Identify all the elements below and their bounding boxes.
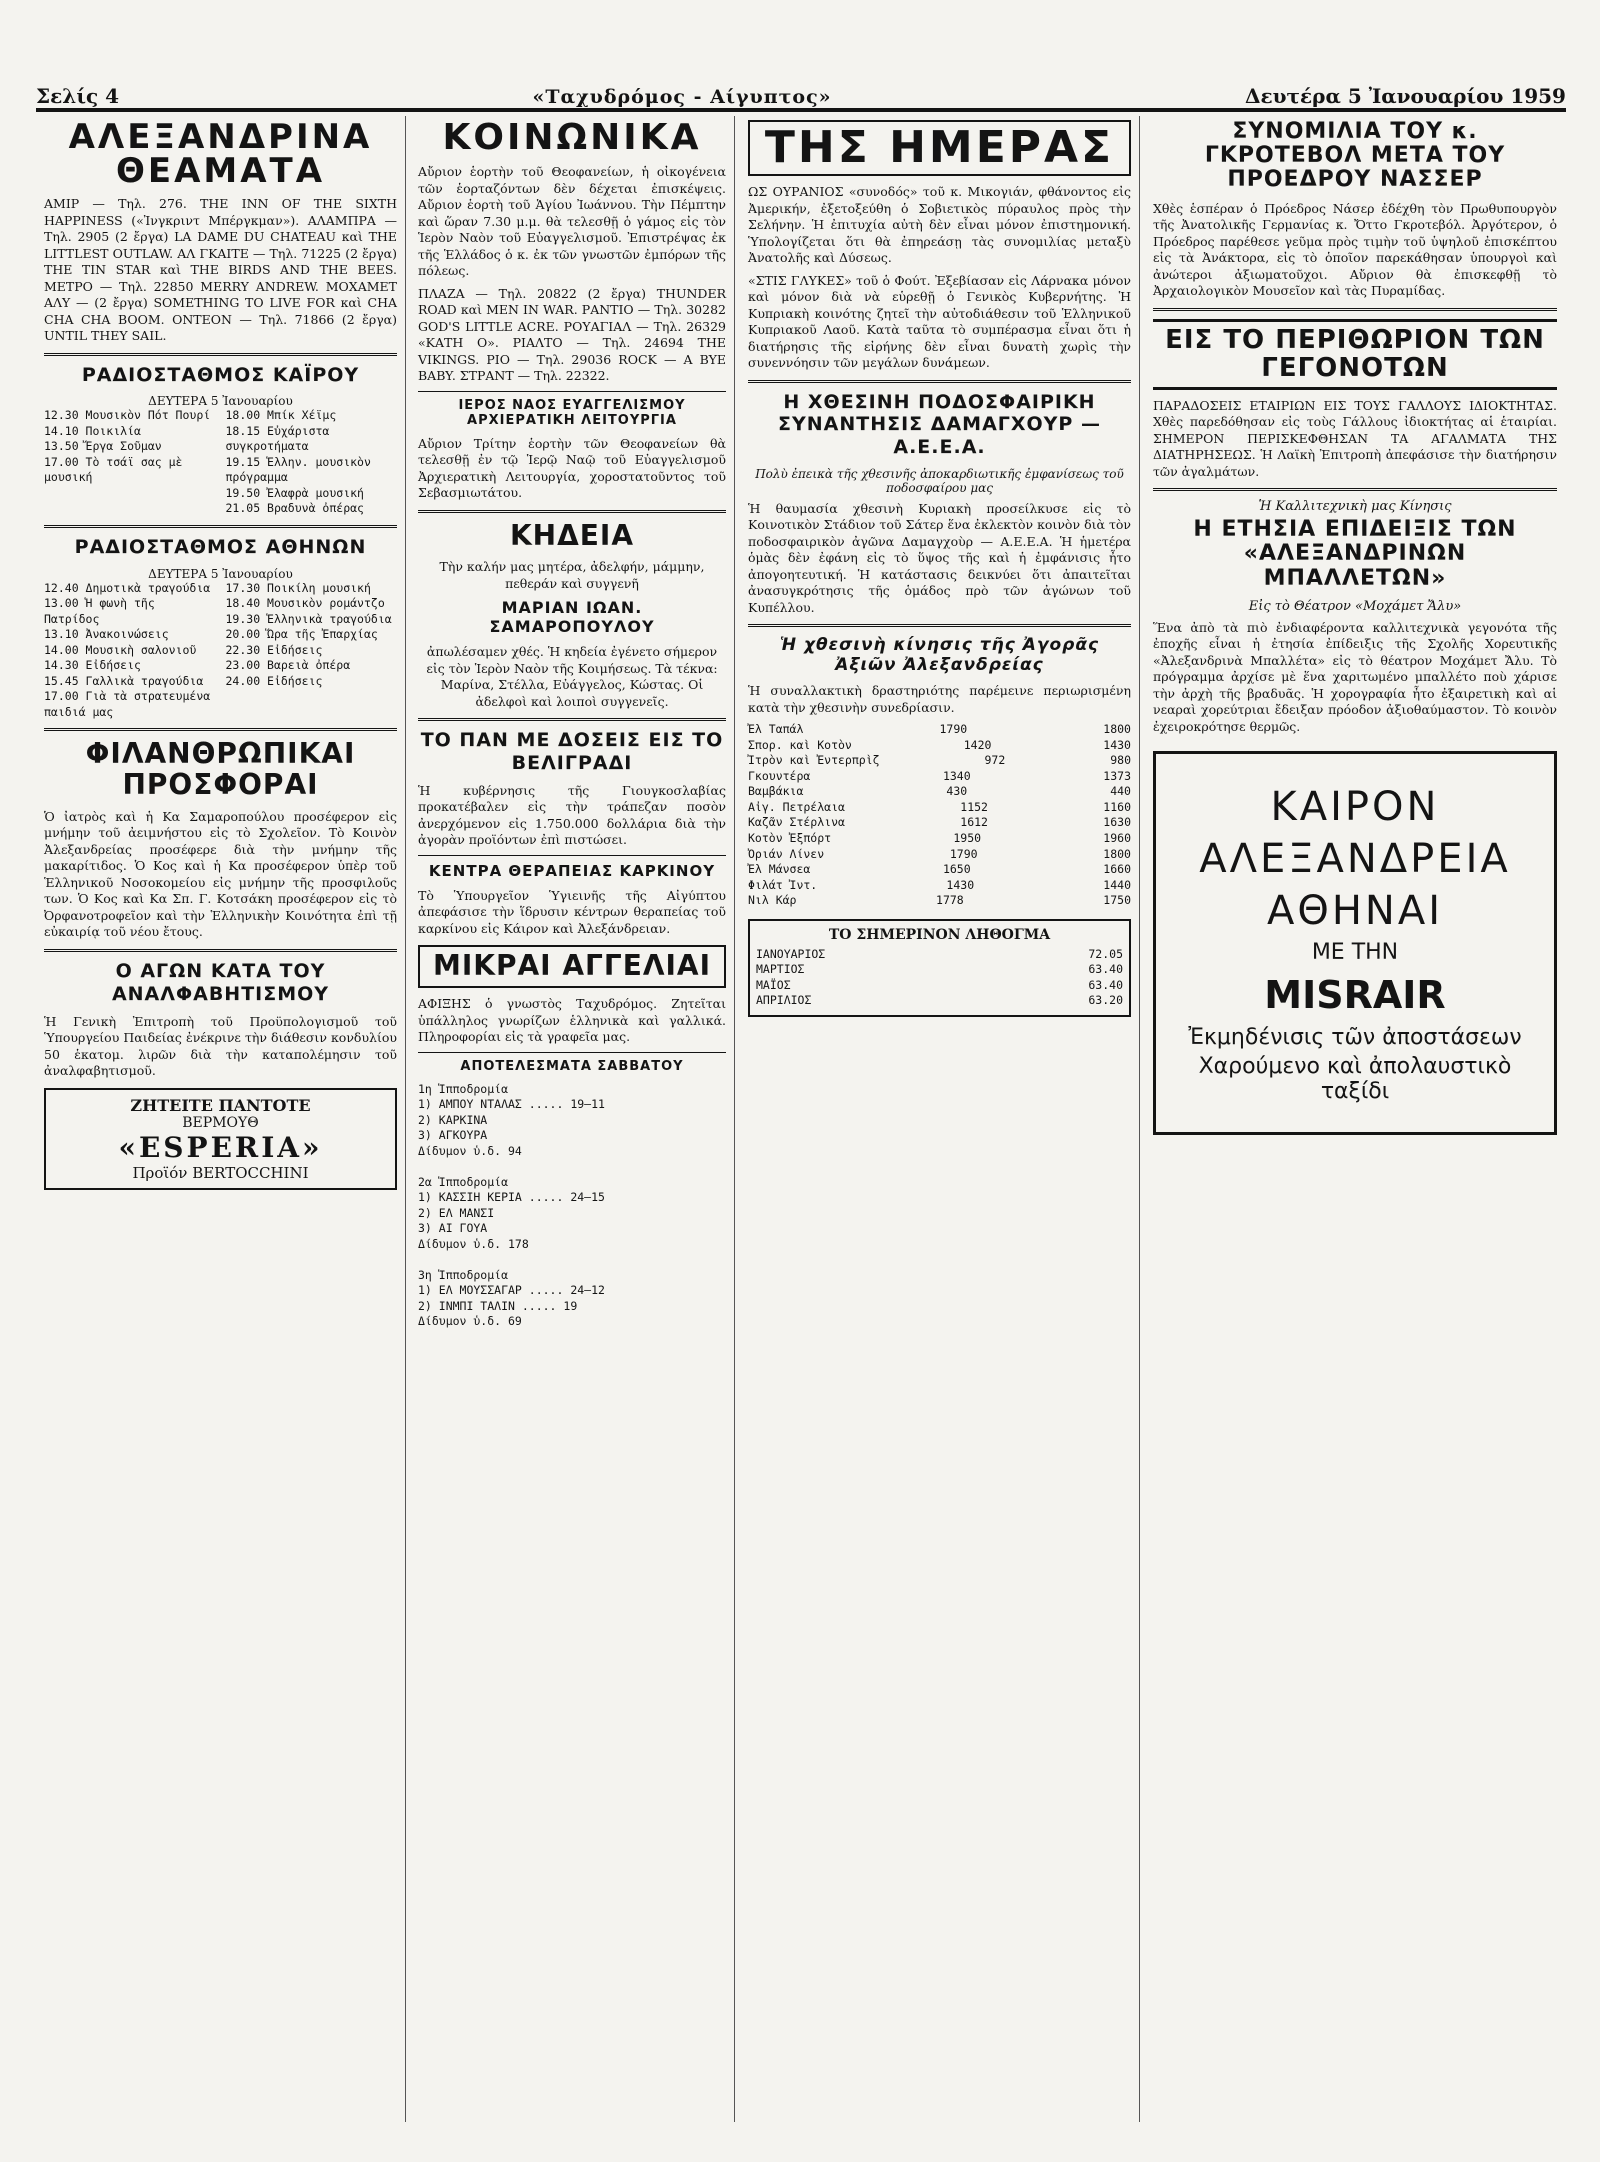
vermouth-brand: «ESPERIA» <box>118 1130 323 1164</box>
divider <box>418 510 726 513</box>
market-title: ΤΟ ΣΗΜΕΡΙΝΟΝ ΛΗΘΟΓΜΑ <box>828 926 1051 943</box>
table-cell: Ἐλ Ταπάλ <box>748 722 804 737</box>
funeral-text: Τὴν καλήν μας μητέρα, ἀδελφήν, μάμμην, πεθεράν καὶ συγγενῆ <box>439 559 705 591</box>
table-cell: Ὀριάν Λίνεν <box>748 846 825 861</box>
misrair-ad-line5: Ἐκμηδένισις τῶν ἀποστάσεων <box>1188 1025 1522 1051</box>
table-row <box>748 800 1131 816</box>
vermouth-maker: Προϊόν BERTOCCHINI <box>132 1163 309 1182</box>
table-row <box>756 947 1123 963</box>
divider <box>1153 308 1557 311</box>
table-cell: 1750 <box>1103 893 1131 908</box>
table-row <box>748 784 1131 800</box>
divider <box>748 624 1131 627</box>
newspaper-name: «Ταχυδρόμος - Αίγυπτος» <box>532 86 832 108</box>
headline-cancer: ΚΕΝΤΡΑ ΘΕΡΑΠΕΙΑΣ ΚΑΡΚΙΝΟΥ <box>428 861 716 880</box>
table-cell: 1660 <box>1103 862 1131 877</box>
headline-belgrade: ΤΟ ΠΑΝ ΜΕ ΔΟΣΕΙΣ ΕΙΣ ΤΟ ΒΕΛΙΓΡΑΔΙ <box>420 729 724 775</box>
headline-charity: ΦΙΛΑΝΘΡΩΠΙΚΑΙ ΠΡΟΣΦΟΡΑΙ <box>85 737 356 802</box>
table-row <box>748 738 1131 754</box>
radio-athens-right: 17.30 Ποικίλη μουσική 18.40 Μουσικὸν ρομάντζο 19.30 Ἑλληνικὰ τραγούδια 20.00 Ὥρα τῆς Ἐπαρχίας 22.30 Εἰδήσεις 23.00 Βαρειὰ ὀπέρα 24.00 Εἰδήσεις <box>225 580 392 688</box>
table-cell: 1790 <box>939 722 968 737</box>
table-cell: 1430 <box>1103 737 1131 752</box>
table-cell: 440 <box>1110 784 1131 799</box>
table-cell: 72.05 <box>1088 946 1123 961</box>
radio-cairo-schedule <box>44 408 397 517</box>
table-cell: Κοτὸν Ἐξπόρτ <box>748 831 832 845</box>
table-cell: 980 <box>1110 753 1131 768</box>
table-cell: Βαμβάκια <box>748 784 804 799</box>
table-cell: ΑΠΡΙΛΙΟΣ <box>756 993 812 1008</box>
table-cell: Φιλάτ Ἰντ. <box>748 877 818 892</box>
headline-social: ΚΟΙΝΩΝΙΚΑ <box>442 117 702 158</box>
ballet-subtitle: Εἰς τὸ Θέατρον «Μοχάμετ Ἄλυ» <box>1248 598 1462 614</box>
headline-radio-cairo: ΡΑΔΙΟΣΤΑΘΜΟΣ ΚΑΪΡΟΥ <box>81 363 360 386</box>
vermouth-ad-line2: ΒΕΡΜΟΥΘ <box>182 1114 259 1131</box>
table-row <box>748 722 1131 738</box>
masthead <box>36 60 1566 112</box>
table-cell: 63.20 <box>1088 993 1123 1008</box>
editorial-text-1: ΩΣ ΟΥΡΑΝΙΟΣ «συνοδός» τοῦ κ. Μικογιάν, φθάνοντος εἰς Ἀμερικήν, ἐξετοξεύθη ὁ Σοβιετικὸς πύραυλος πρὸς τὴν Σελήνην. Ἡ ἐπιτυχία αὐτὴ δὲν εἶναι μόνον ἐπιστημονική. Ὑπολογίζεται ὅτι θὰ ἐπηρεάσῃ τὰς συνομιλίας μεταξὺ Ἀνατολῆς καὶ Δύσεως. <box>748 184 1131 265</box>
bourse-table <box>748 722 1131 908</box>
table-cell: Σπορ. καὶ Κοτὸν <box>748 737 852 752</box>
headline-bourse: Ἡ χθεσινὴ κίνησις τῆς Ἀγορᾶς Ἀξιῶν Ἀλεξανδρείας <box>779 635 1100 676</box>
vermouth-ad-line1: ΖΗΤΕΙΤΕ ΠΑΝΤΟΤΕ <box>130 1095 311 1115</box>
table-row <box>748 847 1131 863</box>
table-row <box>748 769 1131 785</box>
football-text: Ἡ θαυμασία χθεσινὴ Κυριακὴ προσείλκυσε εἰς τὸ Κοινοτικὸν Στάδιον τοῦ Σάτερ ἕνα ἐκλεκτὸν κοινὸν διὰ τὸν ποδοσφαιρικὸν ἀγῶνα Δαμαγχοὺρ — Α.Ε.Ε.Α. Ἡ ἡμετέρα ὁμὰς δὲν ἐφάνη εἰς τὸ ὕψος τῆς καὶ ἡ ἐμφάνισις ἦτο ἀπογοητευτική. Ἡ κατάστασις δεικνύει ὅτι ἀπαιτεῖται ἀνασυγκρότησις τῆς ὁμάδος πρὸ τῶν ἀγώνων τοῦ Κυπέλλου. <box>748 500 1131 615</box>
table-cell: ΜΑΪΟΣ <box>756 977 791 992</box>
column-3 <box>740 116 1140 2122</box>
radio-cairo-right: 18.00 Μπίκ Χέϊμς 18.15 Εὐχάριστα συγκροτήματα 19.15 Ἑλλην. μουσικὸν πρόγραμμα 19.50 Ἐλαφρὰ μουσική 21.05 Βραδυνὰ ὀπέρας <box>225 408 371 516</box>
divider <box>1153 488 1557 491</box>
classifieds-text: ΑΦΙΞΗΣ ὁ γνωστὸς Ταχυδρόμος. Ζητεῖται ὑπάλληλος γνωρίζων ἑλληνικὰ καὶ γαλλικά. Πληροφορίαι εἰς τὰ γραφεῖα μας. <box>418 996 726 1045</box>
divider <box>44 525 397 528</box>
radio-athens-date: ΔΕΥΤΕΡΑ 5 Ἰανουαρίου <box>148 566 293 581</box>
belgrade-text: Ἡ κυβέρνησις τῆς Γιουγκοσλαβίας προκατέβαλεν εἰς τὴν τράπεζαν ποσὸν ἀνερχόμενον εἰς 1.750.000 δολλάρια διὰ τὴν ἀγορὰν προϊόντων ἐπὶ πιστώσει. <box>418 782 726 848</box>
headline-church: ΙΕΡΟΣ ΝΑΟΣ ΕΥΑΓΓΕΛΙΣΜΟΥ ΑΡΧΙΕΡΑΤΙΚΗ ΛΕΙΤΟΥΡΓΙΑ <box>458 397 686 428</box>
table-row <box>748 878 1131 894</box>
grotewohl-text: Χθὲς ἑσπέραν ὁ Πρόεδρος Νάσερ ἐδέχθη τὸν Πρωθυπουργὸν τῆς Ἀνατολικῆς Γερμανίας κ. Ὄττο Γκροτεβόλ. Ἀργότερον, ὁ Πρόεδρος παρέθεσε γεῦμα πρὸς τιμὴν τοῦ ὑψηλοῦ ἐπισκέπτου εἰς τὰ Ἀνάκτορα, εἰς τὸ ὁποῖον παρεκάθησαν ὑπουργοὶ καὶ ἀνώτεροι ἀξιωματοῦχοι. Αὔριον θὰ ἐπισκεφθῇ τὸ Ἀρχαιολογικὸν Μουσεῖον καὶ τὰς Πυραμίδας. <box>1153 200 1557 299</box>
radio-athens-left: 12.40 Δημοτικὰ τραγούδια 13.00 Ἡ φωνὴ τῆς Πατρίδος 13.10 Ἀνακοινώσεις 14.00 Μουσικὴ σαλονιοῦ 14.30 Εἰδήσεις 15.45 Γαλλικὰ τραγούδια 17.00 Γιὰ τὰ στρατευμένα παιδιά μας <box>44 580 211 719</box>
misrair-ad-line2: ΑΛΕΞΑΝΔΡΕΙΑ <box>1199 836 1511 883</box>
market-box <box>748 919 1131 1017</box>
church-text: Αὔριον Τρίτην ἑορτὴν τῶν Θεοφανείων θὰ τελεσθῇ ἐν τῷ Ἱερῷ Ναῷ τοῦ Εὐαγγελισμοῦ Ἀρχιερατικὴ Λειτουργία, χοροστατοῦντος τοῦ Σεβασμιωτάτου. <box>418 435 726 500</box>
bourse-intro: Ἡ συναλλακτικὴ δραστηριότης παρέμεινε περιωρισμένη κατὰ τὴν χθεσινὴν συνεδρίασιν. <box>748 683 1131 715</box>
column-2 <box>410 116 735 2122</box>
divider <box>44 949 397 952</box>
headline-of-the-day: ΤΗΣ ΗΜΕΡΑΣ <box>748 120 1131 176</box>
classifieds-box <box>418 945 726 988</box>
vermouth-ad <box>44 1088 397 1190</box>
table-row <box>748 815 1131 831</box>
divider <box>748 380 1131 383</box>
table-row <box>756 978 1123 994</box>
table-cell: ΙΑΝΟΥΑΡΙΟΣ <box>756 946 826 961</box>
cinema-listings: ΑΜΙΡ — Τηλ. 276. THE INN OF THE SIXTH HAPPINESS («Ἰνγκριντ Μπέργκμαν»). ΑΛΑΜΠΡΑ — Τηλ. 2905 (2 ἔργα) LA DAME DU CHATEAU καὶ THE LITTLEST OUTLAW. ΑΛ ΓΚΑΙΤΕ — Τηλ. 71225 (2 ἔργα) THE TIN STAR καὶ THE BIRDS AND THE BEES. ΜΕΤΡΟ — Τηλ. 22850 MERRY ANDREW. ΜΟΧΑΜΕΤ ΑΛΥ — (2 ἔργα) SOMETHING TO LIVE FOR καὶ CHA CHA CHA BOOM. ΟΝΤΕΟΝ — Τηλ. 71866 (2 ἔργα) UNTIL THEY SAIL. <box>44 196 397 343</box>
table-cell: 1160 <box>1103 799 1131 814</box>
column-4 <box>1145 116 1565 2122</box>
table-cell: 1800 <box>1103 722 1131 737</box>
issue-date: Δευτέρα 5 Ἰανουαρίου 1959 <box>1245 84 1566 108</box>
margin-text: ΠΑΡΑΔΟΣΕΙΣ ΕΤΑΙΡΙΩΝ ΕΙΣ ΤΟΥΣ ΓΑΛΛΟΥΣ ΙΔΙΟΚΤΗΤΑΣ. Χθὲς παρεδόθησαν εἰς τοὺς Γάλλους ἰδιοκτήτας αἱ ἑταιρίαι. ΣΗΜΕΡΟΝ ΠΕΡΙΣΚΕΦΘΗΣΑΝ ΤΑ ΑΓΑΛΜΑΤΑ ΤΗΣ ΔΙΑΤΗΡΗΣΕΩΣ. Ἡ Λαϊκὴ Ἐπιτροπὴ ἀπεφάσισε τὴν διατήρησιν τῶν ἀγαλμάτων. <box>1153 397 1557 479</box>
literacy-text: Ἡ Γενικὴ Ἐπιτροπὴ τοῦ Προϋπολογισμοῦ τοῦ Ὑπουργείου Παιδείας ἐνέκρινε τὴν διάθεσιν κονδυλίου 50 ἑκατομ. λιρῶν διὰ τὴν καταπολέμησιν τοῦ ἀναλφαβητισμοῦ. <box>44 1013 397 1079</box>
table-cell: Αἰγ. Πετρέλαια <box>748 799 845 814</box>
divider <box>418 391 726 392</box>
table-cell: 1650 <box>942 862 971 877</box>
table-cell: 1950 <box>953 831 982 845</box>
table-cell: 1612 <box>960 815 988 830</box>
table-cell: 1373 <box>1103 768 1131 783</box>
table-row <box>748 831 1131 847</box>
misrair-ad-line4: ΜΕ ΤΗΝ <box>1311 940 1399 966</box>
table-row <box>756 993 1123 1009</box>
table-cell: 1420 <box>963 737 992 752</box>
table-cell: 1800 <box>1103 846 1131 861</box>
table-cell: 1440 <box>1103 877 1131 892</box>
divider <box>44 353 397 356</box>
headline-radio-athens: ΡΑΔΙΟΣΤΑΘΜΟΣ ΑΘΗΝΩΝ <box>74 535 367 558</box>
charity-text: Ὁ ἰατρὸς καὶ ἡ Κα Σαμαροπούλου προσέφερον εἰς μνήμην τοῦ ἀειμνήστου εἰς τὸ Σχολεῖον. Τὸ Κοινὸν Ἀλεξανδρείας προσέφερε διὰ τὴν μνήμην τῆς μακαρίτιδος. Ὁ Κος καὶ ἡ Κα προσέφερον ὑπὲρ τοῦ Ἑλληνικοῦ Νοσοκομείου εἰς μνήμην τῆς προσφιλοῦς των. Ὁ Κος καὶ Κα Σπ. Γ. Κοτσάκη προσέφερον εἰς τὸ Ὀρφανοτροφεῖον καὶ τὴν Ἑλληνικὴν Κοινότητα ἐπὶ τῇ εὐκαιρίᾳ τοῦ νέου ἔτους. <box>44 808 397 940</box>
social-text: Αὔριον ἑορτὴν τοῦ Θεοφανείων, ἡ οἰκογένεια τῶν ἑορταζόντων δὲν δέχεται ἐπισκέψεις. Αὔριον ἑορτὴ τοῦ Ἁγίου Ἰωάννου. Τὴν Πέμπτην καὶ ὥραν 7.30 μ.μ. θὰ τελεσθῇ ὁ γάμος εἰς τὸν Ἱερὸν Ναὸν τοῦ Εὐαγγελισμοῦ. Ἐπιστρέψας ἐκ τῆς Ἑλλάδος ὁ κ. ἐκ τῶν γνωστῶν ἐμπόρων τῆς πόλεως. <box>418 164 726 278</box>
misrair-ad <box>1153 751 1557 1135</box>
headline-grotewohl: ΣΥΝΟΜΙΛΙΑ ΤΟΥ κ. ΓΚΡΟΤΕΒΟΛ ΜΕΤΑ ΤΟΥ ΠΡΟΕΔΡΟΥ ΝΑΣΣΕΡ <box>1204 119 1506 193</box>
cinema-listings-more: ΠΛΑΖΑ — Τηλ. 20822 (2 ἔργα) THUNDER ROAD καὶ MEN IN WAR. ΡΑΝΤΙΟ — Τηλ. 30282 GOD'S LITTLE ACRE. ΡΟΥΑΓΙΑΛ — Τηλ. 26329 «ΚΑΤΗ Ο». ΡΙΑΛΤΟ — Τηλ. 24694 THE VIKINGS. ΡΙΟ — Τηλ. 29036 ROCK — A BYE BABY. ΣΤΡΑΝΤ — Τηλ. 22322. <box>418 285 726 383</box>
misrair-brand: MISRAIR <box>1264 973 1446 1018</box>
ballet-kicker: Ἡ Καλλιτεχνικὴ μας Κίνησις <box>1258 499 1452 515</box>
table-cell: Νιλ Κάρ <box>748 893 797 908</box>
table-cell: Καζᾶν Στέρλινα <box>748 815 845 830</box>
table-cell: 63.40 <box>1088 962 1123 977</box>
column-1 <box>36 116 406 2122</box>
radio-athens-schedule <box>44 581 397 721</box>
table-cell: 1790 <box>949 846 978 861</box>
funeral-name: ΜΑΡΙΑΝ ΙΩΑΝ. ΣΑΜΑΡΟΠΟΥΛΟΥ <box>489 598 655 637</box>
headline-theaters: ΑΛΕΞΑΝΔΡΙΝΑ ΘΕΑΜΑΤΑ <box>68 117 373 191</box>
headline-football: Η ΧΘΕΣΙΝΗ ΠΟΔΟΣΦΑΙΡΙΚΗ ΣΥΝΑΝΤΗΣΙΣ ΔΑΜΑΓΧΟΥΡ — Α.Ε.Ε.Α. <box>778 390 1101 459</box>
funeral-text-2: ἀπωλέσαμεν χθές. Ἡ κηδεία ἐγένετο σήμερον εἰς τὸν Ἱερὸν Ναὸν τῆς Κοιμήσεως. Τὰ τέκνα: Μαρίνα, Στέλλα, Εὐάγγελος, Κώστας. Οἱ ἀδελφοὶ καὶ λοιποὶ συγγενεῖς. <box>426 644 718 709</box>
radio-cairo-date: ΔΕΥΤΕΡΑ 5 Ἰανουαρίου <box>148 394 293 409</box>
table-cell: 1152 <box>960 799 988 814</box>
headline-ballet: Η ΕΤΗΣΙΑ ΕΠΙΔΕΙΞΙΣ ΤΩΝ «ΑΛΕΞΑΝΔΡΙΝΩΝ ΜΠΑΛΛΕΤΩΝ» <box>1193 517 1517 591</box>
divider <box>418 855 726 856</box>
football-subtitle: Πολὺ ἐπεικὰ τῆς χθεσινῆς ἀποκαρδιωτικῆς ἐμφανίσεως τοῦ ποδοσφαίρου μας <box>755 466 1124 495</box>
radio-cairo-left: 12.30 Μουσικὸν Πότ Πουρί 14.10 Ποικιλία 13.50 Ἔργα Σοῦμαν 17.00 Τὸ τσάϊ σας μὲ μουσική <box>44 408 211 485</box>
headline-margin-of-events: ΕΙΣ ΤΟ ΠΕΡΙΘΩΡΙΟΝ ΤΩΝ ΓΕΓΟΝΟΤΩΝ <box>1153 319 1557 390</box>
table-cell: 1340 <box>942 768 971 783</box>
table-cell: Ἰτρὸν καὶ Ἐντερπρὶζ <box>748 753 880 768</box>
race-results: 1η Ἱπποδρομία 1) ΑΜΠΟΥ ΝΤΑΛΑΣ ..... 19—11 2) ΚΑΡΚΙΝΑ 3) ΑΓΚΟΥΡΑ Δίδυμον ὑ.δ. 94 2α Ἱπποδρομία 1) ΚΑΣΣΙΗ ΚΕΡΙΑ ..... 24—15 2) ΕΛ ΜΑΝΣΙ 3) ΑΙ ΓΟΥΑ Δίδυμον ὑ.δ. 178 3η Ἱπποδρομία 1) ΕΛ ΜΟΥΣΣΑΓΑΡ ..... 24—12 2) ΙΝΜΠΙ ΤΑΛΙΝ ..... 19 Δίδυμον ὑ.δ. 69 <box>418 1081 605 1329</box>
table-cell: 972 <box>984 753 1006 768</box>
table-cell: ΜΑΡΤΙΟΣ <box>756 962 805 977</box>
misrair-ad-line3: ΑΘΗΝΑΙ <box>1266 888 1443 935</box>
table-cell: 1778 <box>936 893 964 908</box>
divider <box>418 718 726 721</box>
misrair-ad-line6: Χαρούμενο καὶ ἀπολαυστικὸ ταξίδι <box>1198 1054 1512 1105</box>
cancer-text: Τὸ Ὑπουργεῖον Ὑγιεινῆς τῆς Αἰγύπτου ἀπεφάσισε τὴν ἵδρυσιν κέντρων θεραπείας τοῦ καρκίνου εἰς Κάιρον καὶ Ἀλεξάνδρειαν. <box>418 887 726 936</box>
misrair-ad-line1: ΚΑΙΡΟΝ <box>1270 784 1440 831</box>
table-cell: 430 <box>946 784 968 799</box>
table-row <box>748 753 1131 769</box>
table-cell: 1960 <box>1103 831 1131 845</box>
table-row <box>756 962 1123 978</box>
table-row <box>748 893 1131 909</box>
table-cell: 63.40 <box>1088 977 1123 992</box>
table-cell: 1430 <box>946 877 975 892</box>
table-cell: 1630 <box>1103 815 1131 830</box>
editorial-text-2: «ΣΤΙΣ ΓΛΥΚΕΣ» τοῦ ὁ Φούτ. Ἐξεβίασαν εἰς Λάρνακα μόνον καὶ μόνον διὰ νὰ εὑρεθῇ ὁ Γενικὸς Κυβερνήτης. Ἡ Κυπριακὴ κοινότης ζητεῖ τὴν αὐτοδιάθεσιν τοῦ Ἑλληνικοῦ Κυπριακοῦ Λαοῦ. Κατὰ ταῦτα τὸ συμπέρασμα εἶναι ὅτι ἡ διατήρησις τῆς εἰρήνης δὲν εἶναι δυνατὴ χωρὶς τὴν συνεννόησιν τῶν μεγάλων δυνάμεων. <box>748 272 1131 370</box>
ballet-text: Ἕνα ἀπὸ τὰ πιὸ ἐνδιαφέροντα καλλιτεχνικὰ γεγονότα τῆς ἐποχῆς εἶναι ἡ ἐτησία ἐπίδειξις τῆς Σχολῆς Χορευτικῆς «Ἀλεξανδρινὰ Μπαλλέτα» εἰς τὸ θέατρον Μοχάμετ Ἄλυ. Τὸ πρόγραμμα ἀρχίσε μὲ ἕνα χαριτωμένο μπαλλέτο ποὺ χάρισε τὴν ἀρχὴ τῆς βραδυᾶς. Ἡ χορογραφία ἦτο ἐξαιρετικὴ καὶ αἱ νεαραὶ χορεύτριαι ἔδειξαν πρόοδον ἀξιοθαύμαστον. Τὸ κοινὸν ἐχειροκρότησε θερμῶς. <box>1153 619 1557 734</box>
headline-literacy: Ο ΑΓΩΝ ΚΑΤΑ ΤΟΥ ΑΝΑΛΦΑΒΗΤΙΣΜΟΥ <box>111 959 330 1005</box>
table-cell: Γκουντέρα <box>748 768 811 783</box>
market-table <box>756 947 1123 1009</box>
headline-funeral: ΚΗΔΕΙΑ <box>509 518 634 552</box>
table-row <box>748 862 1131 878</box>
table-cell: Ἐλ Μάνσεα <box>748 862 811 877</box>
headline-race-results: ΑΠΟΤΕΛΕΣΜΑΤΑ ΣΑΒΒΑΤΟΥ <box>460 1058 684 1074</box>
divider <box>418 1052 726 1053</box>
divider <box>44 728 397 731</box>
page-number: Σελίς 4 <box>36 84 120 108</box>
headline-classifieds: ΜΙΚΡΑΙ ΑΓΓΕΛΙΑΙ <box>433 949 711 983</box>
